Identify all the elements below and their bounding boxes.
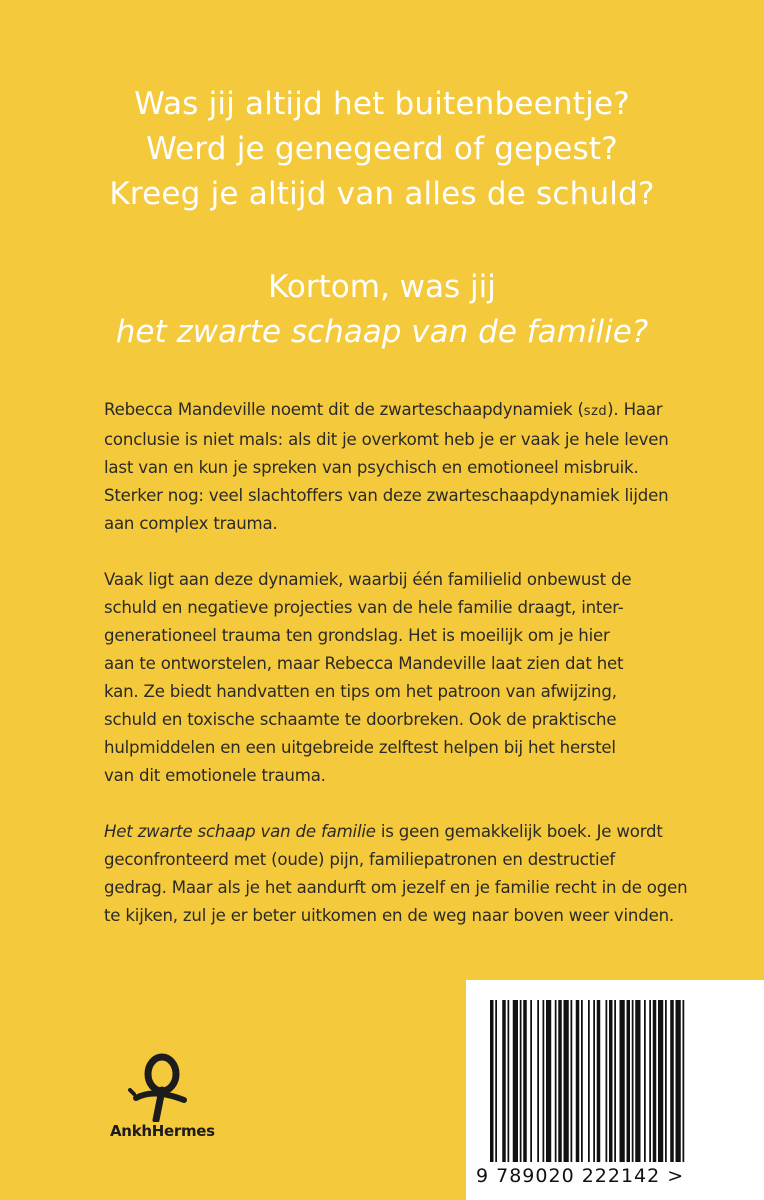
barcode-bar — [683, 1000, 685, 1162]
blurb-paragraph-2 — [104, 566, 704, 790]
headline-line-3: Kreeg je altijd van alles de schuld? — [109, 176, 655, 212]
barcode-bar — [555, 1000, 557, 1162]
text-line: last van en kun je spreken van psychisch en emotioneel misbruik. — [104, 458, 639, 477]
barcode-bar — [609, 1000, 613, 1162]
barcode-bar — [635, 1000, 640, 1162]
barcode-bar — [658, 1000, 663, 1162]
subheadline-line-1: Kortom, was jij — [268, 269, 496, 305]
ankhhermes-logo-icon — [126, 1050, 194, 1122]
isbn-barcode — [490, 1000, 740, 1162]
text-fragment: Rebecca Mandeville noemt dit de zwarteschaapdynamiek ( — [104, 400, 584, 419]
text-line: te kijken, zul je er beter uitkomen en de weg naar boven weer vinden. — [104, 906, 674, 925]
barcode-bar — [564, 1000, 569, 1162]
abbreviation: szd — [583, 404, 608, 419]
text-line: schuld en negatieve projecties van de hele familie draagt, inter- — [104, 598, 624, 617]
publisher-logo — [110, 1050, 215, 1160]
text-line: schuld en toxische schaamte te doorbreken. Ook de praktische — [104, 710, 617, 729]
barcode-bar — [627, 1000, 631, 1162]
barcode-bar — [558, 1000, 562, 1162]
headline — [40, 82, 724, 217]
barcode-bar — [670, 1000, 674, 1162]
subheadline-line-2: het zwarte schaap van de familie? — [115, 314, 649, 350]
barcode-bar — [676, 1000, 681, 1162]
barcode-bar — [665, 1000, 667, 1162]
barcode-bar — [543, 1000, 545, 1162]
isbn-number: 9 789020 222142 > — [476, 1165, 685, 1187]
text-line: Sterker nog: veel slachtoffers van deze zwarteschaapdynamiek lijden — [104, 486, 669, 505]
text-line: Vaak ligt aan deze dynamiek, waarbij één familielid onbewust de — [104, 570, 632, 589]
text-line: kan. Ze biedt handvatten en tips om het patroon van afwijzing, — [104, 682, 617, 701]
barcode-bar — [571, 1000, 573, 1162]
text-line: hulpmiddelen en een uitgebreide zelftest helpen bij het herstel — [104, 738, 616, 757]
publisher-name: AnkhHermes — [110, 1122, 215, 1140]
barcode-panel — [466, 980, 764, 1200]
barcode-bar — [513, 1000, 518, 1162]
barcode-bar — [523, 1000, 527, 1162]
text-line — [104, 396, 704, 426]
text-line: geconfronteerd met (oude) pijn, familiepatronen en destructief — [104, 850, 616, 869]
blurb-paragraph-1 — [104, 396, 704, 538]
barcode-bar — [593, 1000, 595, 1162]
text-line: aan te ontworstelen, maar Rebecca Mandeville laat zien dat het — [104, 654, 624, 673]
barcode-bar — [632, 1000, 634, 1162]
text-fragment: ). Haar — [607, 400, 663, 419]
barcode-bar — [614, 1000, 616, 1162]
barcode-bar — [653, 1000, 657, 1162]
barcode-bar — [649, 1000, 651, 1162]
barcode-bar — [530, 1000, 532, 1162]
text-line: van dit emotionele trauma. — [104, 766, 326, 785]
barcode-bar — [576, 1000, 580, 1162]
barcode-bar — [620, 1000, 625, 1162]
headline-line-1: Was jij altijd het buitenbeentje? — [134, 86, 630, 122]
blurb-paragraph-3 — [104, 818, 704, 930]
barcode-bar — [588, 1000, 590, 1162]
text-line — [104, 818, 704, 846]
blurb — [104, 396, 704, 958]
headline-line-2: Werd je genegeerd of gepest? — [146, 131, 618, 167]
text-line: generationeel trauma ten grondslag. Het is moeilijk om je hier — [104, 626, 610, 645]
barcode-bar — [495, 1000, 497, 1162]
book-title-italic: Het zwarte schaap van de familie — [104, 822, 376, 841]
barcode-bar — [537, 1000, 539, 1162]
barcode-bar — [520, 1000, 522, 1162]
text-line: conclusie is niet mals: als dit je overkomt heb je er vaak je hele leven — [104, 430, 669, 449]
barcode-bar — [644, 1000, 646, 1162]
barcode-bar — [597, 1000, 601, 1162]
barcode-bar — [546, 1000, 551, 1162]
text-line: aan complex trauma. — [104, 514, 278, 533]
barcode-bar — [508, 1000, 510, 1162]
subheadline — [40, 265, 724, 355]
barcode-bar — [502, 1000, 506, 1162]
barcode-bar — [606, 1000, 608, 1162]
barcode-bar — [490, 1000, 494, 1162]
barcode-bar — [581, 1000, 583, 1162]
text-fragment: is geen gemakkelijk boek. Je wordt — [375, 822, 663, 841]
text-line: gedrag. Maar als je het aandurft om jezelf en je familie recht in de ogen — [104, 878, 688, 897]
